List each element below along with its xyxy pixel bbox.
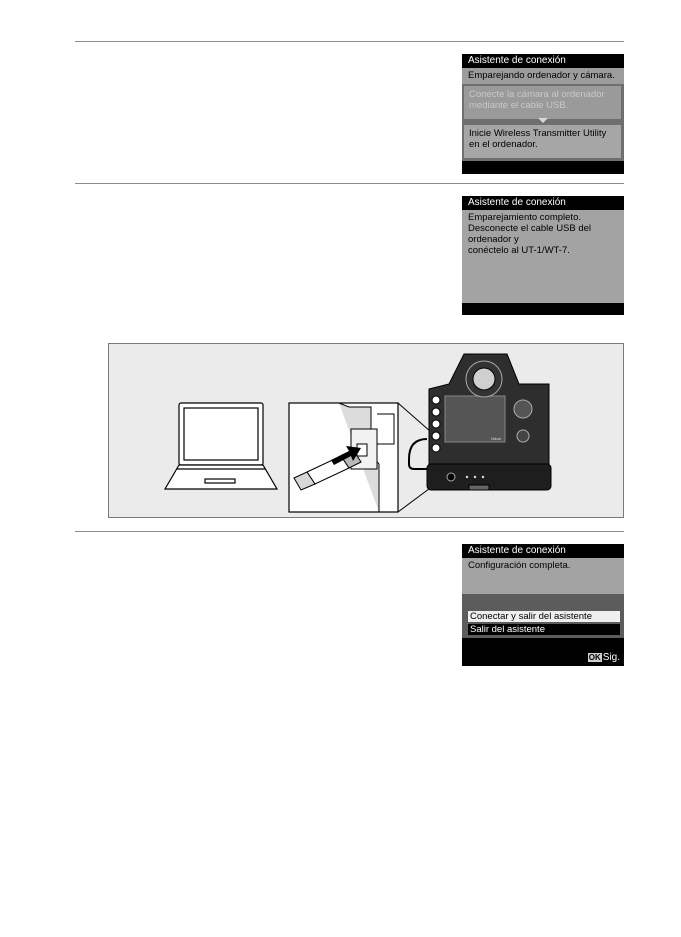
message-line: conéctelo al UT-1/WT-7. <box>468 245 570 256</box>
screen-footer <box>462 303 624 315</box>
connection-diagram <box>109 344 623 517</box>
ok-button-icon: OK <box>588 653 601 662</box>
lcd-screen-pairing <box>462 54 624 174</box>
step-line: mediante el cable USB. <box>469 100 569 111</box>
step-line: en el ordenador. <box>469 139 538 150</box>
down-arrow-icon <box>538 118 548 123</box>
ut1-transmitter-icon <box>427 464 551 490</box>
option-exit-wizard[interactable]: Salir del asistente <box>468 624 620 635</box>
section-divider <box>75 531 624 532</box>
connection-illustration <box>108 343 624 518</box>
message-line: Emparejamiento completo. <box>468 212 581 223</box>
section-divider <box>75 41 624 42</box>
screen-message <box>462 210 624 304</box>
usb-plug-inset <box>289 403 398 512</box>
message-line: Desconecte el cable USB del ordenador y <box>468 223 592 245</box>
screen-title: Asistente de conexión <box>462 196 624 210</box>
camera-icon <box>429 354 549 464</box>
screen-title: Asistente de conexión <box>462 544 624 558</box>
lcd-screen-setup-complete <box>462 544 624 666</box>
screen-footer <box>462 161 624 174</box>
step-line: Conecte la cámara al ordenador <box>469 89 605 100</box>
screen-title: Asistente de conexión <box>462 54 624 68</box>
next-label: Sig. <box>602 652 620 663</box>
section-divider <box>75 183 624 184</box>
camera-brand: Nikon <box>491 436 502 441</box>
laptop-icon <box>165 403 277 489</box>
screen-status: Emparejando ordenador y cámara. <box>462 68 624 84</box>
lcd-screen-pairing-complete <box>462 196 624 315</box>
ok-next-hint <box>588 652 620 663</box>
option-connect-exit[interactable]: Conectar y salir del asistente <box>468 611 620 622</box>
usb-cable <box>409 439 429 469</box>
screen-status: Configuración completa. <box>462 558 624 594</box>
step-line: Inicie Wireless Transmitter Utility <box>469 128 607 139</box>
step-start-utility <box>464 125 621 158</box>
step-connect-usb <box>464 86 621 119</box>
